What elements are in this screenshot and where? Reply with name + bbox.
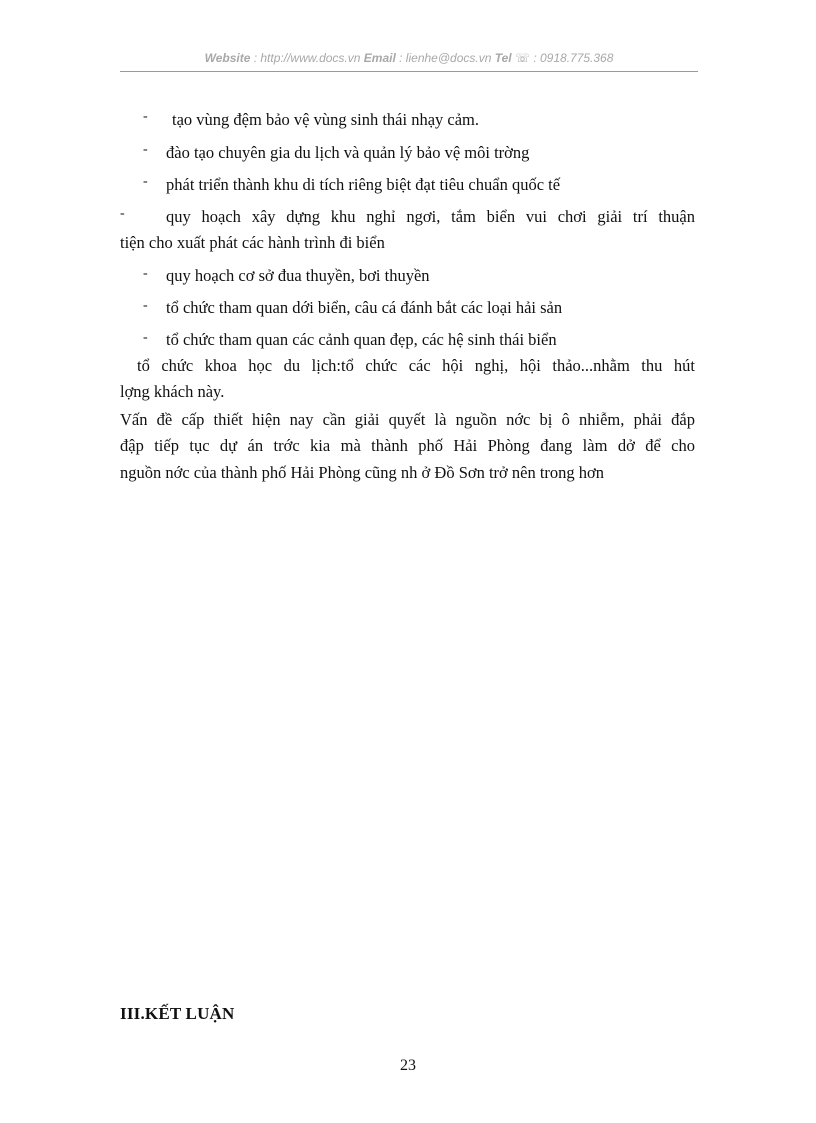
email-label: Email (363, 51, 396, 65)
bullet-item: phát triển thành khu di tích riêng biệt đạt tiêu chuẩn quốc tế (166, 175, 561, 194)
bullet-dash: - (143, 330, 148, 345)
bullet-dash: - (143, 142, 148, 157)
bullet-item: tạo vùng đệm bảo vệ vùng sinh thái nhạy cảm. (172, 110, 480, 129)
email-value: : lienhe@docs.vn (399, 51, 492, 65)
bullet-item: quy hoạch xây dựng khu nghỉ ngơi, tắm biển vui chơi giải trí thuận (166, 207, 695, 226)
paragraph-line: nguồn nớc của thành phố Hải Phòng cũng nh ở Đồ Sơn trở nên trong hơn (120, 463, 605, 482)
bullet-item: quy hoạch cơ sở đua thuyền, bơi thuyền (166, 266, 430, 285)
tel-value: : 0918.775.368 (533, 51, 614, 65)
bullet-item: tổ chức tham quan dới biển, câu cá đánh bắt các loại hải sản (166, 298, 563, 317)
page-number: 23 (400, 1057, 416, 1074)
bullet-dash: - (143, 266, 148, 281)
paragraph-line: đập tiếp tục dự án trớc kia mà thành phố Hải Phòng đang làm dở để cho (120, 436, 695, 455)
paragraph-line: tổ chức khoa học du lịch:tổ chức các hội nghị, hội thảo...nhằm thu hút (137, 356, 695, 375)
header-divider (120, 71, 698, 72)
website-label: Website (204, 51, 251, 65)
phone-icon: ☏ (514, 51, 530, 65)
page-header (120, 51, 698, 65)
bullet-item: tổ chức tham quan các cảnh quan đẹp, các hệ sinh thái biển (166, 330, 557, 349)
section-heading: III.KẾT LUẬN (120, 1004, 235, 1023)
website-value: : http://www.docs.vn (253, 51, 361, 65)
bullet-dash: - (143, 174, 148, 189)
bullet-dash: - (143, 109, 148, 124)
bullet-dash: - (143, 298, 148, 313)
paragraph-line: lợng khách này. (120, 382, 225, 401)
bullet-item-continuation: tiện cho xuất phát các hành trình đi biển (120, 233, 385, 252)
bullet-dash: - (120, 206, 125, 221)
bullet-item: đào tạo chuyên gia du lịch và quản lý bảo vệ môi trờng (166, 143, 530, 162)
paragraph-line: Vấn đề cấp thiết hiện nay cần giải quyết là nguồn nớc bị ô nhiễm, phải đắp (120, 410, 695, 429)
tel-label: Tel (494, 51, 512, 65)
